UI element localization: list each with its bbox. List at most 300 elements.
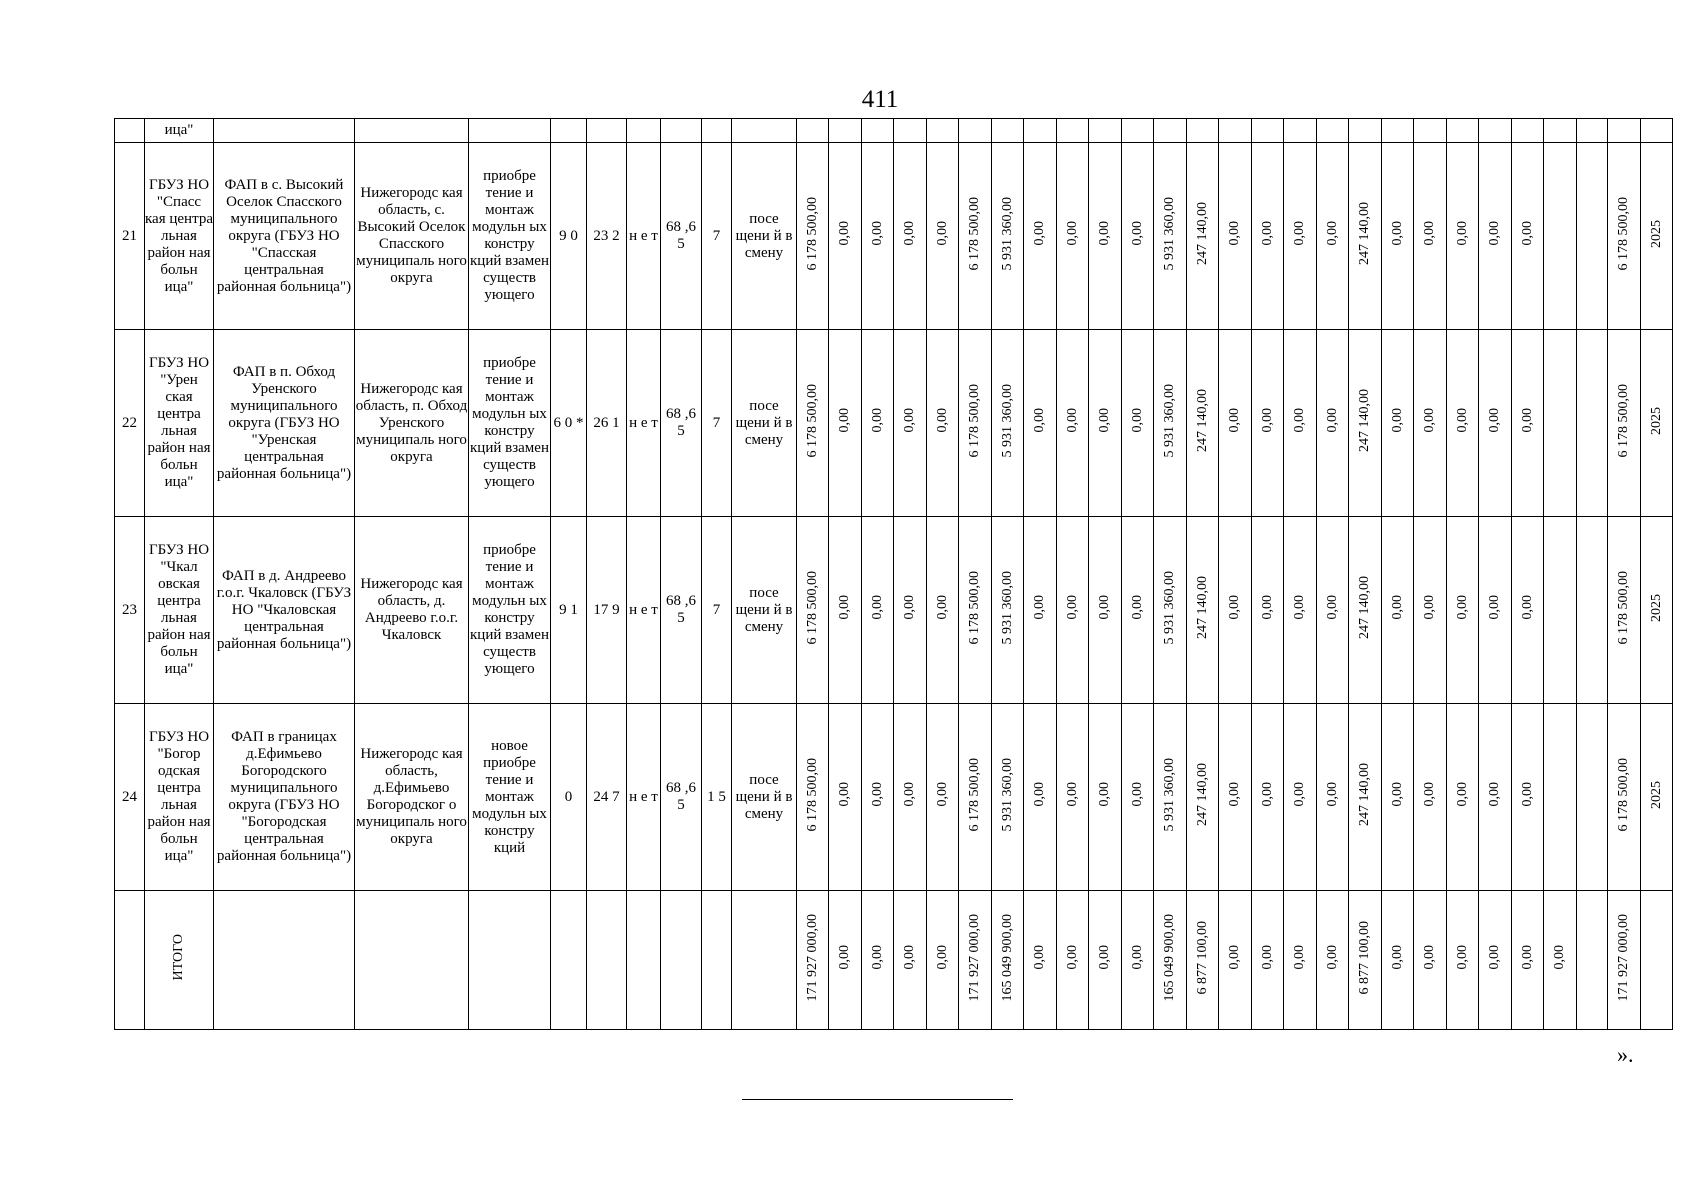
- itogo-money-cell-text: 0,00: [934, 945, 950, 970]
- money-cell: [1284, 143, 1317, 330]
- money-cell-text: 5 931 360,00: [999, 757, 1015, 832]
- money-cell-text: 0,00: [837, 408, 852, 433]
- money-cell: [927, 517, 959, 704]
- empty-cell: [862, 119, 894, 143]
- money-cell: [1479, 704, 1512, 891]
- money-cell: [927, 330, 959, 517]
- total-cell-text: 6 178 500,00: [1616, 383, 1631, 458]
- money-cell: [797, 517, 829, 704]
- money-cell-text: 247 140,00: [1194, 763, 1210, 826]
- money-cell-text: 6 178 500,00: [804, 570, 820, 645]
- itogo-money-cell: [1284, 891, 1317, 1030]
- money-cell: [1577, 517, 1608, 704]
- money-cell: [1349, 517, 1382, 704]
- money-cell-text: 0,00: [934, 408, 950, 433]
- itogo-money-cell-text: 0,00: [1389, 945, 1405, 970]
- money-cell-text: 0,00: [1519, 595, 1535, 620]
- money-cell-text: 0,00: [1454, 221, 1470, 246]
- money-cell: [959, 704, 992, 891]
- empty-cell: [1024, 119, 1057, 143]
- money-cell-text: 0,00: [934, 782, 950, 807]
- money-cell-text: 0,00: [1487, 595, 1502, 620]
- money-cell: [1382, 330, 1414, 517]
- money-cell-text: 0,00: [1324, 595, 1340, 620]
- empty-cell: [1479, 119, 1512, 143]
- money-cell: [1057, 517, 1089, 704]
- money-cell: [1089, 330, 1122, 517]
- unit: посе щени й в смену: [732, 704, 797, 891]
- value-c10: 7: [702, 330, 732, 517]
- money-cell-text: 0,00: [1292, 595, 1307, 620]
- empty-cell: [661, 119, 702, 143]
- money-cell: [1219, 704, 1252, 891]
- empty-cell: [1252, 119, 1284, 143]
- money-cell: [927, 704, 959, 891]
- money-cell: [1089, 517, 1122, 704]
- money-cell-text: 0,00: [837, 782, 852, 807]
- value-c9: 68 ,6 5: [661, 330, 702, 517]
- empty-cell: [1154, 119, 1187, 143]
- empty-cell: [1641, 891, 1673, 1030]
- work-type: приобре тение и монтаж модульн ых констру кций взамен существ ующего: [469, 143, 551, 330]
- value-c9: 68 ,6 5: [661, 143, 702, 330]
- itogo-money-cell-text: 171 927 000,00: [967, 913, 982, 1002]
- itogo-money-cell-text: 0,00: [1227, 945, 1242, 970]
- itogo-money-cell: [1577, 891, 1608, 1030]
- itogo-money-cell-text: 0,00: [1292, 945, 1307, 970]
- money-cell: [829, 330, 862, 517]
- empty-cell: [214, 119, 355, 143]
- total-cell: [1608, 704, 1641, 891]
- empty-cell: [551, 119, 587, 143]
- empty-cell: [1122, 119, 1154, 143]
- money-cell-text: 0,00: [1519, 221, 1535, 246]
- money-cell-text: 0,00: [837, 221, 852, 246]
- itogo-money-cell: [1479, 891, 1512, 1030]
- itogo-money-cell-text: 0,00: [902, 945, 917, 970]
- empty-cell: [732, 119, 797, 143]
- itogo-money-cell: [959, 891, 992, 1030]
- money-cell: [797, 330, 829, 517]
- itogo-total-cell: [1608, 891, 1641, 1030]
- money-cell: [1382, 704, 1414, 891]
- itogo-money-cell: [1512, 891, 1544, 1030]
- empty-cell: [1057, 119, 1089, 143]
- money-cell-text: 0,00: [902, 221, 917, 246]
- money-cell-text: 0,00: [1227, 595, 1242, 620]
- itogo-money-cell: [1057, 891, 1089, 1030]
- table-row: [115, 330, 1673, 517]
- money-cell-text: 247 140,00: [1194, 202, 1210, 265]
- total-cell: [1608, 143, 1641, 330]
- value-c6: 9 1: [551, 517, 587, 704]
- money-cell-text: 6 178 500,00: [804, 196, 820, 271]
- money-cell-text: 6 178 500,00: [967, 196, 982, 271]
- money-cell: [1187, 143, 1219, 330]
- address: Нижегородс кая область, п. Обход Уренского муниципаль ного округа: [355, 330, 469, 517]
- itogo-money-cell-text: 0,00: [1454, 945, 1470, 970]
- empty-cell: [1544, 119, 1577, 143]
- year-cell: [1641, 517, 1673, 704]
- money-cell-text: 247 140,00: [1194, 389, 1210, 452]
- money-cell: [1252, 330, 1284, 517]
- organization: ГБУЗ НО "Чкал овская центра льная район ная больн ица": [145, 517, 214, 704]
- money-cell-text: 0,00: [1129, 782, 1145, 807]
- empty-cell: [1317, 119, 1349, 143]
- empty-cell: [732, 891, 797, 1030]
- total-cell: [1608, 330, 1641, 517]
- money-cell-text: 0,00: [1259, 221, 1275, 246]
- money-cell-text: 0,00: [1324, 221, 1340, 246]
- itogo-money-cell: [1089, 891, 1122, 1030]
- money-cell-text: 247 140,00: [1357, 576, 1372, 639]
- money-cell: [1479, 143, 1512, 330]
- total-cell: [1608, 517, 1641, 704]
- empty-cell: [959, 119, 992, 143]
- itogo-money-cell: [1122, 891, 1154, 1030]
- money-cell: [1544, 143, 1577, 330]
- money-cell-text: 0,00: [1422, 595, 1437, 620]
- money-cell-text: 0,00: [869, 221, 885, 246]
- money-cell: [1577, 143, 1608, 330]
- money-cell-text: 0,00: [1032, 782, 1047, 807]
- money-cell: [1089, 704, 1122, 891]
- empty-cell: [469, 119, 551, 143]
- money-cell-text: 0,00: [1259, 782, 1275, 807]
- empty-cell: [469, 891, 551, 1030]
- money-cell-text: 6 178 500,00: [967, 570, 982, 645]
- money-cell-text: 0,00: [1389, 782, 1405, 807]
- money-cell: [1382, 517, 1414, 704]
- empty-cell: [627, 891, 661, 1030]
- money-cell-text: 5 931 360,00: [1162, 383, 1177, 458]
- money-cell-text: 0,00: [1324, 408, 1340, 433]
- empty-cell: [115, 891, 145, 1030]
- year-cell-text: 2025: [1648, 593, 1664, 622]
- unit: посе щени й в смену: [732, 330, 797, 517]
- year-cell: [1641, 704, 1673, 891]
- empty-cell: [1382, 119, 1414, 143]
- empty-cell: [587, 891, 627, 1030]
- organization: ГБУЗ НО "Спасс кая центра льная район ная больн ица": [145, 143, 214, 330]
- org-continuation: ица": [145, 119, 214, 143]
- money-cell: [1057, 143, 1089, 330]
- money-cell-text: 0,00: [1422, 408, 1437, 433]
- empty-cell: [1512, 119, 1544, 143]
- money-cell: [829, 704, 862, 891]
- empty-cell: [1577, 119, 1608, 143]
- itogo-money-cell-text: 0,00: [1422, 945, 1437, 970]
- money-cell: [1544, 330, 1577, 517]
- money-cell-text: 0,00: [1064, 595, 1080, 620]
- empty-cell: [1219, 119, 1252, 143]
- budget-table: [114, 118, 1673, 1030]
- year-cell-text: 2025: [1648, 219, 1664, 248]
- itogo-money-cell: [1154, 891, 1187, 1030]
- money-cell-text: 0,00: [1097, 221, 1112, 246]
- value-c6: 6 0 *: [551, 330, 587, 517]
- empty-cell: [587, 119, 627, 143]
- money-cell: [1122, 517, 1154, 704]
- money-cell-text: 247 140,00: [1194, 576, 1210, 639]
- object-name: ФАП в границах д.Ефимьево Богородского муниципального округа (ГБУЗ НО "Богородская центральная районная больница"): [214, 704, 355, 891]
- money-cell: [1187, 330, 1219, 517]
- itogo-money-cell-text: 0,00: [1487, 945, 1502, 970]
- itogo-total-cell-text: 171 927 000,00: [1616, 913, 1631, 1002]
- money-cell: [1219, 330, 1252, 517]
- money-cell-text: 5 931 360,00: [999, 383, 1015, 458]
- money-cell: [1219, 517, 1252, 704]
- money-cell-text: 247 140,00: [1357, 202, 1372, 265]
- itogo-money-cell: [1544, 891, 1577, 1030]
- money-cell-text: 0,00: [902, 408, 917, 433]
- value-c9: 68 ,6 5: [661, 517, 702, 704]
- money-cell: [1024, 330, 1057, 517]
- itogo-money-cell-text: 0,00: [1259, 945, 1275, 970]
- itogo-money-cell: [829, 891, 862, 1030]
- total-cell-text: 6 178 500,00: [1616, 757, 1631, 832]
- money-cell: [959, 143, 992, 330]
- table-row: [115, 143, 1673, 330]
- table-row-total: [115, 891, 1673, 1030]
- money-cell-text: 0,00: [902, 782, 917, 807]
- page-number: 411: [861, 86, 899, 113]
- money-cell-text: 0,00: [869, 782, 885, 807]
- money-cell-text: 0,00: [1292, 221, 1307, 246]
- money-cell-text: 0,00: [1032, 408, 1047, 433]
- total-cell-text: 6 178 500,00: [1616, 196, 1631, 271]
- itogo-money-cell: [1024, 891, 1057, 1030]
- money-cell: [959, 517, 992, 704]
- money-cell-text: 0,00: [1129, 408, 1145, 433]
- money-cell: [1317, 517, 1349, 704]
- money-cell: [1089, 143, 1122, 330]
- money-cell-text: 0,00: [1422, 221, 1437, 246]
- money-cell-text: 0,00: [1389, 408, 1405, 433]
- money-cell-text: 0,00: [1032, 221, 1047, 246]
- money-cell: [894, 330, 927, 517]
- empty-cell: [1089, 119, 1122, 143]
- itogo-money-cell-text: 0,00: [869, 945, 885, 970]
- money-cell: [1317, 704, 1349, 891]
- money-cell-text: 247 140,00: [1357, 763, 1372, 826]
- money-cell-text: 0,00: [1292, 782, 1307, 807]
- value-c7: 26 1: [587, 330, 627, 517]
- money-cell: [1252, 517, 1284, 704]
- itogo-money-cell-text: 0,00: [1519, 945, 1535, 970]
- money-cell: [894, 517, 927, 704]
- money-cell-text: 0,00: [1097, 782, 1112, 807]
- money-cell: [1057, 704, 1089, 891]
- year-cell: [1641, 143, 1673, 330]
- empty-cell: [702, 119, 732, 143]
- itogo-money-cell: [1414, 891, 1447, 1030]
- money-cell: [1057, 330, 1089, 517]
- value-c7: 17 9: [587, 517, 627, 704]
- empty-cell: [992, 119, 1024, 143]
- money-cell-text: 0,00: [1389, 595, 1405, 620]
- money-cell: [1414, 704, 1447, 891]
- money-cell: [1317, 143, 1349, 330]
- itogo-money-cell-text: 165 049 900,00: [1162, 913, 1177, 1002]
- address: Нижегородс кая область, д. Андреево г.о.г. Чкаловск: [355, 517, 469, 704]
- money-cell-text: 6 178 500,00: [804, 383, 820, 458]
- table-row-continuation: [115, 119, 1673, 143]
- itogo-money-cell-text: 6 877 100,00: [1194, 920, 1210, 995]
- value-c6: 0: [551, 704, 587, 891]
- value-c10: 7: [702, 517, 732, 704]
- money-cell: [797, 704, 829, 891]
- empty-cell: [355, 891, 469, 1030]
- money-cell: [1512, 704, 1544, 891]
- money-cell: [1447, 704, 1479, 891]
- money-cell: [1024, 517, 1057, 704]
- table-row: [115, 704, 1673, 891]
- empty-cell: [1608, 119, 1641, 143]
- itogo-money-cell: [1317, 891, 1349, 1030]
- money-cell: [1122, 704, 1154, 891]
- money-cell-text: 0,00: [934, 595, 950, 620]
- money-cell: [1252, 704, 1284, 891]
- money-cell: [862, 704, 894, 891]
- value-c7: 24 7: [587, 704, 627, 891]
- value-c8: н е т: [627, 330, 661, 517]
- money-cell-text: 0,00: [1454, 595, 1470, 620]
- money-cell-text: 5 931 360,00: [999, 196, 1015, 271]
- address: Нижегородс кая область, д.Ефимьево Богородског о муниципаль ного округа: [355, 704, 469, 891]
- money-cell-text: 0,00: [1129, 221, 1145, 246]
- money-cell: [959, 330, 992, 517]
- money-cell: [1154, 143, 1187, 330]
- value-c8: н е т: [627, 143, 661, 330]
- money-cell-text: 0,00: [1227, 221, 1242, 246]
- money-cell-text: 0,00: [902, 595, 917, 620]
- money-cell: [862, 517, 894, 704]
- itogo-money-cell: [1219, 891, 1252, 1030]
- empty-cell: [355, 119, 469, 143]
- money-cell: [1024, 143, 1057, 330]
- money-cell-text: 0,00: [1227, 408, 1242, 433]
- money-cell: [1349, 143, 1382, 330]
- money-cell: [992, 143, 1024, 330]
- money-cell-text: 247 140,00: [1357, 389, 1372, 452]
- empty-cell: [797, 119, 829, 143]
- money-cell: [894, 143, 927, 330]
- money-cell: [1544, 704, 1577, 891]
- empty-cell: [1641, 119, 1673, 143]
- value-c10: 1 5: [702, 704, 732, 891]
- itogo-money-cell-text: 6 877 100,00: [1357, 920, 1372, 995]
- empty-cell: [214, 891, 355, 1030]
- money-cell-text: 0,00: [1064, 408, 1080, 433]
- money-cell-text: 0,00: [1422, 782, 1437, 807]
- table-row: [115, 517, 1673, 704]
- money-cell: [1512, 143, 1544, 330]
- money-cell-text: 0,00: [1097, 408, 1112, 433]
- money-cell: [1284, 517, 1317, 704]
- money-cell-text: 0,00: [1032, 595, 1047, 620]
- empty-cell: [1284, 119, 1317, 143]
- money-cell-text: 0,00: [1487, 408, 1502, 433]
- footer-rule: [742, 1099, 1013, 1100]
- organization: ГБУЗ НО "Урен ская центра льная район ная больн ица": [145, 330, 214, 517]
- money-cell: [927, 143, 959, 330]
- itogo-money-cell-text: 0,00: [837, 945, 852, 970]
- money-cell-text: 0,00: [1324, 782, 1340, 807]
- money-cell-text: 6 178 500,00: [967, 383, 982, 458]
- money-cell: [829, 143, 862, 330]
- object-name: ФАП в п. Обход Уренского муниципального округа (ГБУЗ НО "Уренская центральная районная больница"): [214, 330, 355, 517]
- empty-cell: [1414, 119, 1447, 143]
- money-cell-text: 0,00: [1519, 782, 1535, 807]
- row-number: 22: [115, 330, 145, 517]
- money-cell: [894, 704, 927, 891]
- money-cell-text: 0,00: [1064, 221, 1080, 246]
- money-cell: [1479, 330, 1512, 517]
- value-c6: 9 0: [551, 143, 587, 330]
- money-cell: [1382, 143, 1414, 330]
- row-number: 24: [115, 704, 145, 891]
- empty-cell: [115, 119, 145, 143]
- itogo-money-cell: [894, 891, 927, 1030]
- value-c8: н е т: [627, 704, 661, 891]
- money-cell: [1284, 704, 1317, 891]
- money-cell: [1154, 704, 1187, 891]
- itogo-money-cell: [1187, 891, 1219, 1030]
- money-cell-text: 0,00: [1227, 782, 1242, 807]
- closing-mark: ».: [1617, 1042, 1634, 1067]
- itogo-money-cell: [1349, 891, 1382, 1030]
- money-cell-text: 0,00: [934, 221, 950, 246]
- money-cell: [862, 143, 894, 330]
- money-cell: [1349, 704, 1382, 891]
- itogo-money-cell: [992, 891, 1024, 1030]
- empty-cell: [927, 119, 959, 143]
- money-cell-text: 0,00: [1487, 782, 1502, 807]
- work-type: новое приобре тение и монтаж модульн ых констру кций: [469, 704, 551, 891]
- empty-cell: [829, 119, 862, 143]
- money-cell-text: 0,00: [837, 595, 852, 620]
- money-cell: [862, 330, 894, 517]
- itogo-money-cell: [797, 891, 829, 1030]
- money-cell: [1577, 704, 1608, 891]
- money-cell: [1154, 330, 1187, 517]
- empty-cell: [894, 119, 927, 143]
- itogo-money-cell-text: 0,00: [1097, 945, 1112, 970]
- money-cell-text: 0,00: [1519, 408, 1535, 433]
- money-cell-text: 0,00: [1259, 595, 1275, 620]
- money-cell: [829, 517, 862, 704]
- itogo-money-cell: [1447, 891, 1479, 1030]
- value-c10: 7: [702, 143, 732, 330]
- year-cell-text: 2025: [1648, 780, 1664, 809]
- year-cell: [1641, 330, 1673, 517]
- empty-cell: [1447, 119, 1479, 143]
- itogo-money-cell-text: 0,00: [1064, 945, 1080, 970]
- money-cell: [797, 143, 829, 330]
- money-cell: [992, 330, 1024, 517]
- money-cell: [1024, 704, 1057, 891]
- money-cell: [1512, 330, 1544, 517]
- row-number: 21: [115, 143, 145, 330]
- unit: посе щени й в смену: [732, 143, 797, 330]
- money-cell: [1447, 517, 1479, 704]
- money-cell-text: 5 931 360,00: [1162, 757, 1177, 832]
- row-number: 23: [115, 517, 145, 704]
- money-cell: [992, 704, 1024, 891]
- value-c8: н е т: [627, 517, 661, 704]
- year-cell-text: 2025: [1648, 406, 1664, 435]
